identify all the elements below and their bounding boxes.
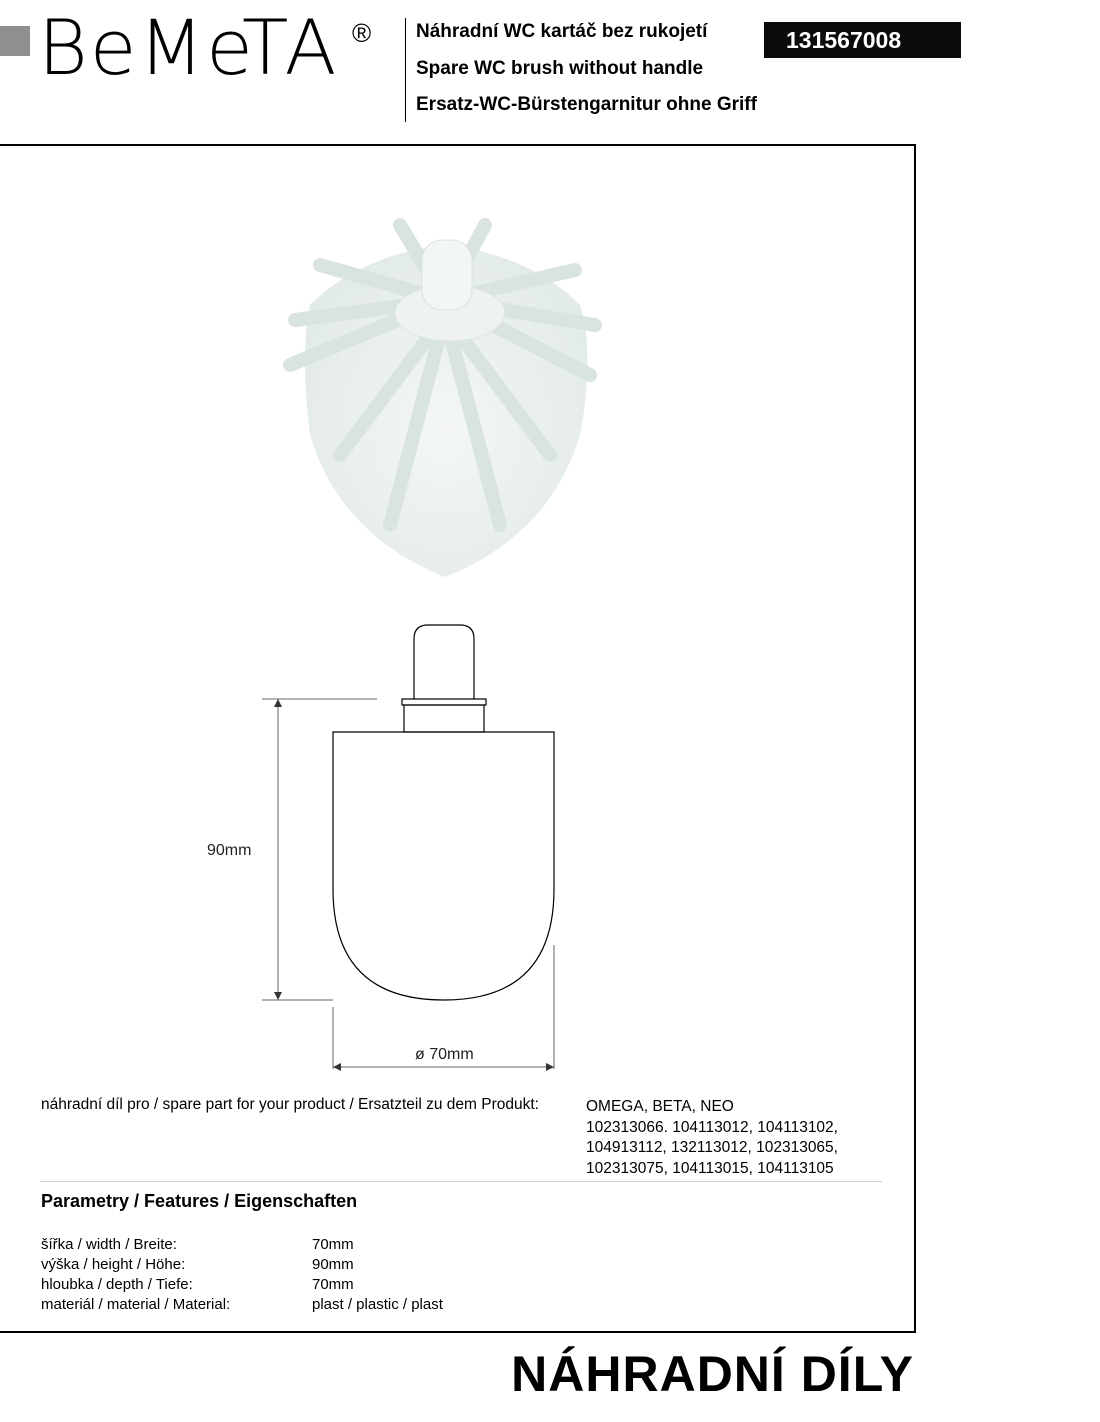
feature-label: výška / height / Höhe: bbox=[41, 1256, 186, 1273]
product-code-badge: 131567008 bbox=[764, 22, 961, 58]
feature-row-height bbox=[41, 1256, 641, 1276]
diameter-dimension-label: ø 70mm bbox=[415, 1046, 474, 1063]
brand-name: BeMeTA bbox=[38, 3, 339, 92]
features-heading: Parametry / Features / Eigenschaften bbox=[41, 1191, 358, 1211]
body-outline bbox=[333, 732, 554, 1000]
footer-title: NÁHRADNÍ DÍLY bbox=[511, 1346, 914, 1402]
feature-row-width bbox=[41, 1236, 641, 1256]
feature-row-material bbox=[41, 1296, 641, 1316]
compatible-product-line: 104913112, 132113012, 102313065, bbox=[586, 1139, 838, 1156]
header-divider bbox=[405, 18, 406, 122]
height-dimension-label: 90mm bbox=[207, 842, 252, 859]
title-de: Ersatz-WC-Bürstengarnitur ohne Griff bbox=[416, 94, 757, 115]
collar-outline bbox=[402, 699, 486, 705]
brand-logo bbox=[0, 3, 390, 92]
feature-value: 70mm bbox=[312, 1236, 354, 1253]
stem-outline bbox=[414, 625, 474, 699]
feature-value: 70mm bbox=[312, 1276, 354, 1293]
feature-value: plast / plastic / plast bbox=[312, 1296, 443, 1313]
registered-mark: ® bbox=[352, 18, 372, 48]
feature-label: materiál / material / Material: bbox=[41, 1296, 231, 1313]
title-cz: Náhradní WC kartáč bez rukojetí bbox=[416, 21, 708, 42]
compatible-products bbox=[586, 1097, 838, 1179]
compatible-product-line: OMEGA, BETA, NEO bbox=[586, 1098, 734, 1115]
neck-outline bbox=[404, 705, 484, 732]
compatible-product-line: 102313066. 104113012, 104113102, bbox=[586, 1118, 838, 1136]
title-en: Spare WC brush without handle bbox=[416, 58, 704, 79]
feature-row-depth bbox=[41, 1276, 641, 1296]
feature-label: hloubka / depth / Tiefe: bbox=[41, 1276, 193, 1293]
feature-label: šířka / width / Breite: bbox=[41, 1236, 177, 1253]
section-divider bbox=[40, 1181, 882, 1182]
logo-square-icon bbox=[0, 26, 30, 56]
feature-value: 90mm bbox=[312, 1256, 354, 1273]
compatibility-label: náhradní díl pro / spare part for your product / Ersatzteil zu dem Produkt: bbox=[41, 1096, 539, 1113]
technical-drawing bbox=[200, 615, 600, 1075]
compatible-product-line: 102313075, 104113015, 104113105 bbox=[586, 1159, 834, 1177]
brush-head-image bbox=[280, 205, 610, 585]
